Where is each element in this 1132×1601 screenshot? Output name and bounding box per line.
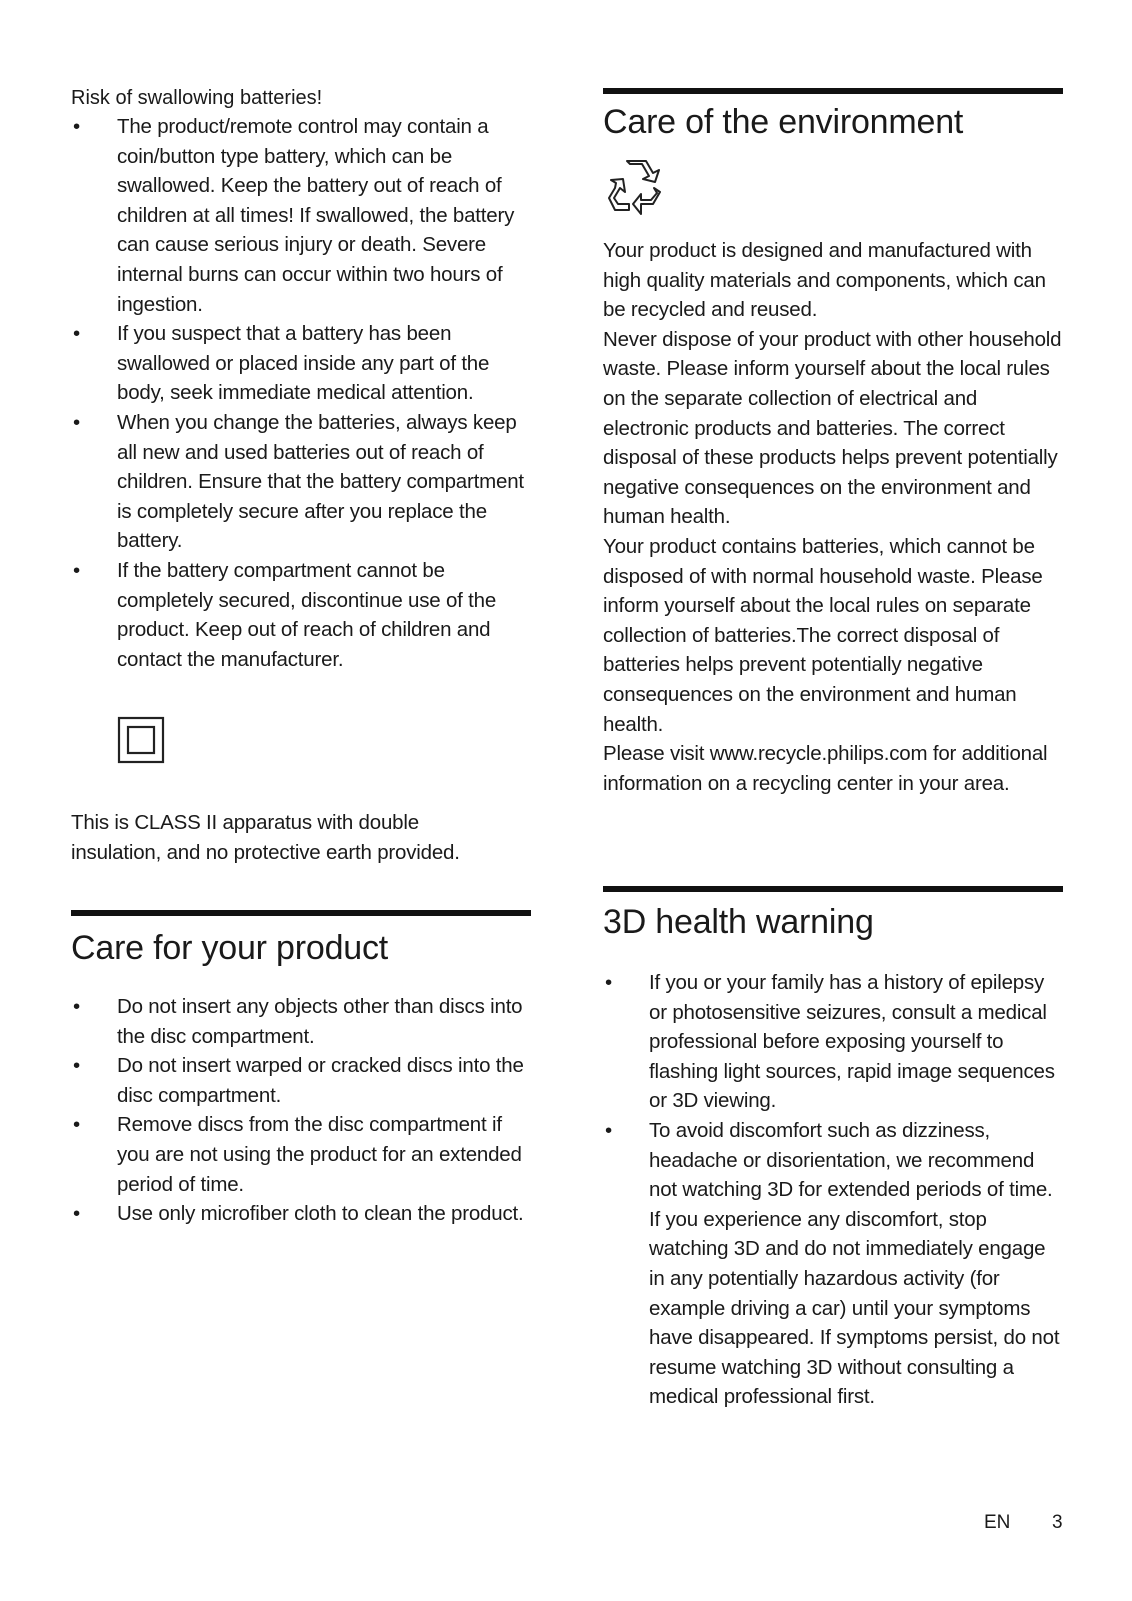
list-item: • When you change the batteries, always keep all new and used batteries out of reach of children. Ensure that the battery compartment is completely secure after you replace the battery.	[71, 408, 531, 556]
battery-warning-list	[71, 112, 531, 674]
battery-warning-title: Risk of swallowing batteries!	[71, 87, 323, 109]
health-3d-list	[603, 968, 1063, 1412]
care-product-heading: Care for your product	[71, 929, 389, 967]
list-item: • If you or your family has a history of epilepsy or photosensitive seizures, consult a medical professional before exposing yourself to flashing light sources, rapid image sequences or 3D viewing.	[603, 968, 1063, 1116]
list-item: • If the battery compartment cannot be completely secured, discontinue use of the product. Keep out of reach of children and contact the manufacturer.	[71, 556, 531, 674]
health-3d-section	[603, 886, 1063, 1412]
footer-language: EN	[984, 1512, 1011, 1533]
battery-warning-section	[71, 84, 531, 674]
health-3d-heading: 3D health warning	[603, 903, 874, 941]
list-item: • To avoid discomfort such as dizziness, headache or disorientation, we recommend not watching 3D for extended periods of time. If you experience any discomfort, stop watching 3D and do not immediately engage in any potentially hazardous activity (for example driving a car) until your symptoms have disappeared. If symptoms persist, do not resume watching 3D without consulting a medical professional first.	[603, 1116, 1063, 1412]
list-item: • Remove discs from the disc compartment if you are not using the product for an extended period of time.	[71, 1110, 531, 1199]
class-ii-double-square-icon	[117, 716, 165, 764]
environment-body	[603, 236, 1063, 798]
environment-section	[603, 88, 1063, 798]
environment-heading: Care of the environment	[603, 103, 964, 141]
environment-paragraph: Never dispose of your product with other household waste. Please inform yourself about the local rules on the separate collection of electrical and electronic products and batteries. The correct disposal of these products helps prevent potentially negative consequences on the environment and human health.	[603, 327, 1062, 529]
class-ii-section	[71, 716, 531, 867]
section-rule	[603, 886, 1063, 892]
list-item: • Do not insert warped or cracked discs into the disc compartment.	[71, 1051, 531, 1110]
section-rule	[71, 910, 531, 916]
list-item: • If you suspect that a battery has been swallowed or placed inside any part of the body, seek immediate medical attention.	[71, 319, 531, 408]
list-item: • The product/remote control may contain a coin/button type battery, which can be swallowed. Keep the battery out of reach of children at all times! If swallowed, the battery can cause serious injury or death. Severe internal burns can occur within two hours of ingestion.	[71, 112, 531, 319]
footer-page-number: 3	[1052, 1512, 1063, 1533]
environment-paragraph: Your product contains batteries, which cannot be disposed of with normal household waste. Please inform yourself about the local rules on separate collection of batteries.The correct disposal of batteries helps prevent potentially negative consequences on the environment and human health.	[603, 534, 1043, 736]
section-rule	[603, 88, 1063, 94]
environment-paragraph: Your product is designed and manufactured with high quality materials and components, which can be recycled and reused.	[603, 239, 1046, 322]
environment-paragraph: Please visit www.recycle.philips.com for additional information on a recycling center in your area.	[603, 742, 1048, 795]
care-product-list	[71, 992, 531, 1229]
recycle-icon	[605, 158, 667, 218]
list-item: • Use only microfiber cloth to clean the product.	[71, 1199, 531, 1229]
care-product-section	[71, 910, 531, 1229]
list-item: • Do not insert any objects other than discs into the disc compartment.	[71, 992, 531, 1051]
class-ii-text: This is CLASS II apparatus with double insulation, and no protective earth provided.	[71, 811, 460, 864]
